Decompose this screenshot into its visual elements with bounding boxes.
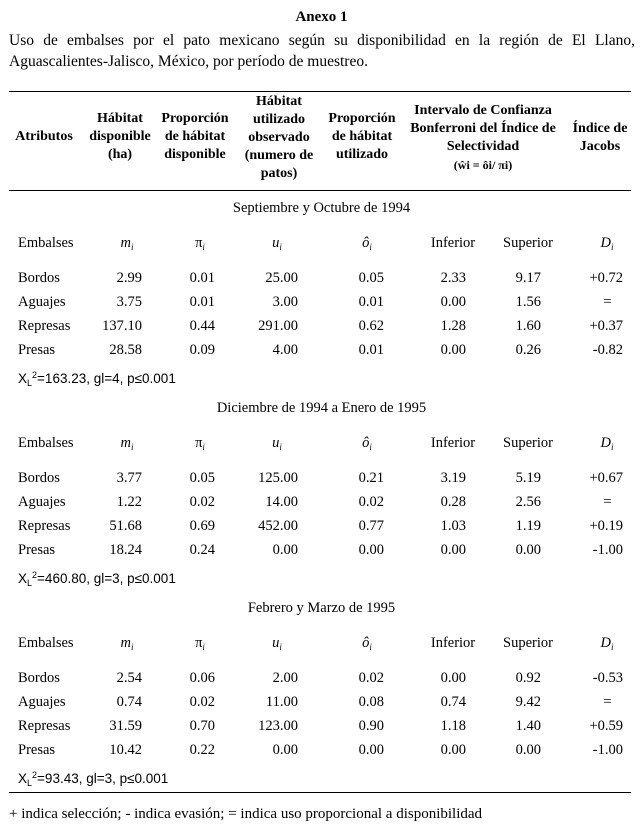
cell-habitat-utilizado: 125.00 — [258, 470, 298, 486]
top-rule — [9, 91, 631, 92]
caption-line-2: Aguascalientes-Jalisco, México, por período de muestreo. — [9, 53, 368, 70]
cell-proporcion-disponible: 0.01 — [189, 270, 215, 286]
cell-superior: 9.17 — [515, 270, 541, 286]
header-line: (numero de — [244, 148, 314, 163]
cell-proporcion-utilizado: 0.02 — [358, 670, 384, 686]
cell-inferior: 0.00 — [440, 342, 466, 358]
cell-proporcion-utilizado: 0.62 — [358, 318, 384, 334]
sub-header-o-symbol: ô — [362, 435, 370, 451]
cell-jacobs-index: = — [603, 694, 612, 710]
cell-proporcion-utilizado: 0.08 — [358, 694, 384, 710]
header-line: Hábitat — [97, 111, 143, 126]
sub-header-d — [592, 435, 622, 452]
cell-proporcion-disponible: 0.01 — [189, 294, 215, 310]
cell-habitat-utilizado: 14.00 — [265, 494, 298, 510]
cell-embalse-name: Presas — [18, 342, 56, 358]
chi-value: =163.23, gl=4, p≤0.001 — [37, 371, 176, 386]
chi-subscript: L — [27, 778, 33, 788]
header-line: Intervalo de Confianza — [414, 103, 552, 118]
cell-habitat-utilizado: 123.00 — [258, 718, 298, 734]
sub-header-pi — [185, 235, 215, 252]
cell-superior: 0.00 — [515, 542, 541, 558]
sub-header-u-symbol: u — [272, 435, 280, 451]
sub-header-u — [262, 235, 292, 252]
cell-inferior: 0.00 — [440, 742, 466, 758]
cell-habitat-utilizado: 0.00 — [272, 742, 298, 758]
cell-habitat-disponible: 0.74 — [116, 694, 142, 710]
sub-header-superior: Superior — [503, 435, 553, 451]
header-habitat-utilizado — [238, 93, 320, 183]
cell-inferior: 2.33 — [440, 270, 466, 286]
cell-habitat-disponible: 3.77 — [116, 470, 142, 486]
sub-header-o-symbol: ô — [362, 635, 370, 651]
cell-inferior: 0.00 — [440, 670, 466, 686]
header-formula: (ŵi = ôi/ πi) — [453, 158, 513, 172]
sub-header-d — [592, 235, 622, 252]
sub-header-m-symbol: m — [120, 435, 131, 451]
header-line: Selectividad — [446, 139, 520, 154]
sub-header-inferior: Inferior — [430, 635, 476, 651]
cell-proporcion-disponible: 0.44 — [189, 318, 215, 334]
sub-header-embalses: Embalses — [18, 635, 74, 651]
header-bottom-rule — [9, 190, 631, 191]
cell-jacobs-index: = — [603, 294, 612, 310]
cell-jacobs-index: -1.00 — [592, 542, 623, 558]
cell-inferior: 1.28 — [440, 318, 466, 334]
cell-proporcion-utilizado: 0.00 — [358, 542, 384, 558]
cell-proporcion-utilizado: 0.01 — [358, 294, 384, 310]
cell-habitat-disponible: 1.22 — [116, 494, 142, 510]
header-atributos: Atributos — [15, 129, 73, 144]
sub-header-m — [112, 235, 142, 252]
sub-header-m-subscript: i — [130, 242, 134, 252]
sub-header-o-subscript: i — [369, 442, 372, 452]
sub-header-pi — [185, 435, 215, 452]
cell-habitat-disponible: 2.99 — [116, 270, 142, 286]
cell-habitat-disponible: 10.42 — [109, 742, 142, 758]
sub-header-pi — [185, 635, 215, 652]
chi-superscript: 2 — [32, 370, 38, 380]
cell-inferior: 0.00 — [440, 294, 466, 310]
cell-embalse-name: Aguajes — [18, 494, 66, 510]
cell-jacobs-index: +0.72 — [589, 270, 623, 286]
header-indice-jacobs — [560, 120, 640, 156]
header-proporcion-utilizado — [322, 110, 402, 164]
header-line: disponible — [164, 147, 226, 162]
header-habitat-disponible — [80, 110, 160, 164]
cell-habitat-disponible: 2.54 — [116, 670, 142, 686]
cell-inferior: 0.28 — [440, 494, 466, 510]
header-line: patos) — [260, 166, 298, 181]
sub-header-u-symbol: u — [272, 635, 280, 651]
header-line: Índice de — [572, 121, 628, 136]
chi-square-stat — [18, 770, 168, 788]
cell-superior: 1.19 — [515, 518, 541, 534]
sub-header-pi-symbol: π — [195, 235, 203, 251]
sub-header-pi-symbol: π — [195, 435, 203, 451]
cell-superior: 0.92 — [515, 670, 541, 686]
sub-header-o — [352, 435, 382, 452]
cell-embalse-name: Represas — [18, 718, 71, 734]
header-line: de hábitat — [164, 129, 226, 144]
sub-header-o — [352, 235, 382, 252]
header-line: (ha) — [107, 147, 133, 162]
sub-header-d-subscript: i — [610, 242, 614, 252]
cell-proporcion-disponible: 0.06 — [189, 670, 215, 686]
sub-header-o-symbol: ô — [362, 235, 370, 251]
sub-header-u-subscript: i — [279, 442, 282, 452]
sub-header-pi-subscript: i — [202, 642, 205, 652]
cell-proporcion-disponible: 0.70 — [189, 718, 215, 734]
cell-proporcion-utilizado: 0.05 — [358, 270, 384, 286]
header-line: observado — [248, 130, 310, 145]
chi-x: X — [18, 571, 28, 586]
cell-habitat-utilizado: 3.00 — [272, 294, 298, 310]
cell-embalse-name: Bordos — [18, 670, 60, 686]
header-line: Jacobs — [579, 139, 621, 154]
cell-jacobs-index: +0.19 — [589, 518, 623, 534]
caption-line-1: Uso de embalses por el pato mexicano según su disponibilidad en la región de El Llano, — [9, 32, 635, 49]
sub-header-m-subscript: i — [130, 442, 134, 452]
sub-header-d-symbol: D — [600, 635, 611, 651]
sub-header-o — [352, 635, 382, 652]
cell-embalse-name: Represas — [18, 518, 71, 534]
sub-header-m — [112, 435, 142, 452]
header-line: Proporción — [161, 111, 229, 126]
cell-jacobs-index: = — [603, 494, 612, 510]
chi-x: X — [18, 771, 28, 786]
sub-header-d-symbol: D — [600, 435, 611, 451]
period-title: Febrero y Marzo de 1995 — [247, 600, 396, 616]
cell-inferior: 3.19 — [440, 470, 466, 486]
header-proporcion-disponible — [155, 110, 235, 164]
cell-habitat-utilizado: 2.00 — [272, 670, 298, 686]
chi-value: =93.43, gl=3, p≤0.001 — [37, 771, 169, 786]
cell-superior: 5.19 — [515, 470, 541, 486]
cell-superior: 9.42 — [515, 694, 541, 710]
cell-habitat-utilizado: 452.00 — [258, 518, 298, 534]
sub-header-m-symbol: m — [120, 635, 131, 651]
sub-header-u-symbol: u — [272, 235, 280, 251]
cell-proporcion-utilizado: 0.77 — [358, 518, 384, 534]
cell-superior: 1.40 — [515, 718, 541, 734]
cell-proporcion-disponible: 0.24 — [189, 542, 215, 558]
cell-habitat-disponible: 137.10 — [102, 318, 142, 334]
sub-header-pi-subscript: i — [202, 242, 205, 252]
sub-header-d-subscript: i — [610, 642, 614, 652]
chi-subscript: L — [27, 378, 33, 388]
cell-proporcion-utilizado: 0.21 — [358, 470, 384, 486]
cell-proporcion-disponible: 0.02 — [189, 694, 215, 710]
cell-proporcion-disponible: 0.05 — [189, 470, 215, 486]
chi-subscript: L — [27, 578, 33, 588]
cell-embalse-name: Represas — [18, 318, 71, 334]
cell-embalse-name: Aguajes — [18, 694, 66, 710]
cell-embalse-name: Aguajes — [18, 294, 66, 310]
sub-header-embalses: Embalses — [18, 435, 74, 451]
header-line: Hábitat — [256, 94, 302, 109]
cell-superior: 0.26 — [515, 342, 541, 358]
chi-square-stat — [18, 370, 176, 388]
cell-inferior: 0.74 — [440, 694, 466, 710]
cell-habitat-utilizado: 4.00 — [272, 342, 298, 358]
header-line: utilizado — [335, 147, 389, 162]
cell-superior: 2.56 — [515, 494, 541, 510]
sub-header-superior: Superior — [503, 235, 553, 251]
period-title: Septiembre y Octubre de 1994 — [232, 200, 411, 216]
cell-proporcion-disponible: 0.02 — [189, 494, 215, 510]
cell-proporcion-utilizado: 0.00 — [358, 742, 384, 758]
cell-jacobs-index: -1.00 — [592, 742, 623, 758]
table-caption — [9, 30, 635, 72]
sub-header-u — [262, 435, 292, 452]
cell-inferior: 0.00 — [440, 542, 466, 558]
sub-header-inferior: Inferior — [430, 435, 476, 451]
sub-header-o-subscript: i — [369, 642, 372, 652]
cell-proporcion-utilizado: 0.01 — [358, 342, 384, 358]
cell-habitat-disponible: 28.58 — [109, 342, 142, 358]
cell-habitat-disponible: 51.68 — [109, 518, 142, 534]
sub-header-o-subscript: i — [369, 242, 372, 252]
sub-header-m-symbol: m — [120, 235, 131, 251]
sub-header-inferior: Inferior — [430, 235, 476, 251]
sub-header-pi-symbol: π — [195, 635, 203, 651]
sub-header-superior: Superior — [503, 635, 553, 651]
header-line: disponible — [89, 129, 151, 144]
cell-proporcion-disponible: 0.09 — [189, 342, 215, 358]
header-line: Proporción — [328, 111, 396, 126]
cell-superior: 1.60 — [515, 318, 541, 334]
chi-superscript: 2 — [32, 770, 38, 780]
cell-embalse-name: Presas — [18, 542, 56, 558]
sub-header-embalses: Embalses — [18, 235, 74, 251]
cell-jacobs-index: +0.37 — [589, 318, 623, 334]
sub-header-u — [262, 635, 292, 652]
cell-habitat-disponible: 3.75 — [116, 294, 142, 310]
period-title: Diciembre de 1994 a Enero de 1995 — [216, 400, 427, 416]
cell-embalse-name: Bordos — [18, 470, 60, 486]
cell-habitat-utilizado: 11.00 — [265, 694, 298, 710]
sub-header-m — [112, 635, 142, 652]
sub-header-m-subscript: i — [130, 642, 134, 652]
sub-header-d-symbol: D — [600, 235, 611, 251]
cell-embalse-name: Presas — [18, 742, 56, 758]
cell-inferior: 1.18 — [440, 718, 466, 734]
cell-habitat-disponible: 18.24 — [109, 542, 142, 558]
cell-superior: 1.56 — [515, 294, 541, 310]
cell-jacobs-index: -0.53 — [592, 670, 623, 686]
sub-header-d-subscript: i — [610, 442, 614, 452]
chi-square-stat — [18, 570, 176, 588]
sub-header-d — [592, 635, 622, 652]
cell-embalse-name: Bordos — [18, 270, 60, 286]
cell-inferior: 1.03 — [440, 518, 466, 534]
header-line: Bonferroni del Índice de — [410, 121, 556, 136]
cell-proporcion-utilizado: 0.02 — [358, 494, 384, 510]
cell-superior: 0.00 — [515, 742, 541, 758]
cell-proporcion-disponible: 0.69 — [189, 518, 215, 534]
header-line: de hábitat — [331, 129, 393, 144]
cell-jacobs-index: +0.67 — [589, 470, 623, 486]
cell-habitat-disponible: 31.59 — [109, 718, 142, 734]
chi-value: =460.80, gl=3, p≤0.001 — [37, 571, 176, 586]
chi-superscript: 2 — [32, 570, 38, 580]
sub-header-u-subscript: i — [279, 242, 282, 252]
cell-habitat-utilizado: 291.00 — [258, 318, 298, 334]
cell-habitat-utilizado: 25.00 — [265, 270, 298, 286]
cell-habitat-utilizado: 0.00 — [272, 542, 298, 558]
cell-jacobs-index: +0.59 — [589, 718, 623, 734]
header-line: utilizado — [252, 112, 306, 127]
sub-header-pi-subscript: i — [202, 442, 205, 452]
cell-proporcion-utilizado: 0.90 — [358, 718, 384, 734]
cell-jacobs-index: -0.82 — [592, 342, 623, 358]
annex-title: Anexo 1 — [295, 9, 348, 25]
chi-x: X — [18, 371, 28, 386]
cell-proporcion-disponible: 0.22 — [189, 742, 215, 758]
header-intervalo-bonferroni — [398, 102, 568, 174]
footnote: + indica selección; - indica evasión; = indica uso proporcional a disponibilidad — [9, 806, 483, 822]
bottom-rule — [9, 792, 631, 793]
sub-header-u-subscript: i — [279, 642, 282, 652]
